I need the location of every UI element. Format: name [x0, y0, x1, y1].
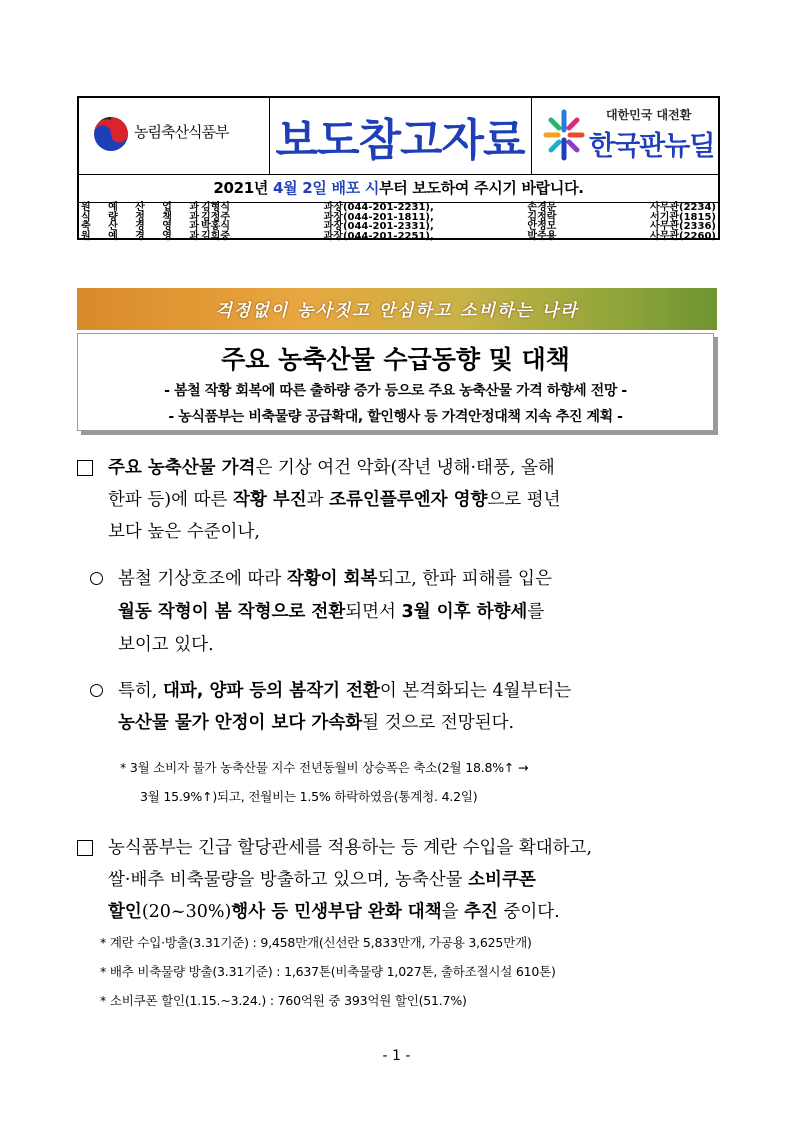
contact-dept: 원 예 산 업 과 — [81, 202, 199, 213]
footnote-line-1: * 3월 소비자 물가 농축산물 지수 전년동월비 상승폭은 축소(2월 18.8%↑ → — [120, 760, 529, 775]
headline-subtitle-2: - 농식품부는 비축물량 공급확대, 할인행사 등 가격안정대책 지속 추진 계획 - — [168, 409, 623, 425]
footnote-cabbage: * 배추 비축물량 방출(3.31기준) : 1,637톤(비축물량 1,027톤, 출하조절시설 610톤) — [100, 964, 556, 979]
paragraph-1-line-2: 한파 등)에 따른 작황 부진과 조류인플루엔자 영향으로 평년 — [108, 490, 561, 510]
circle-bullet-icon — [90, 572, 103, 585]
new-deal-logo-cell — [531, 98, 720, 174]
release-pre: 2021년 — [213, 179, 274, 197]
square-bullet-icon — [77, 460, 93, 476]
contact-row — [79, 232, 718, 242]
ministry-emblem-icon — [91, 114, 131, 154]
paragraph-3-line-1: 특히, 대파, 양파 등의 봄작기 전환이 본격화되는 4월부터는 — [118, 681, 572, 701]
paragraph-4-line-3: 할인(20~30%)행사 등 민생부담 완화 대책을 추진 중이다. — [108, 902, 560, 922]
new-deal-title: 한국판뉴딜 — [589, 131, 715, 162]
paragraph-1-line-3: 보다 높은 수준이나, — [108, 522, 260, 542]
paragraph-2-line-2: 월동 작형이 봄 작형으로 전환되면서 3월 이후 하향세를 — [118, 602, 545, 622]
page-number: - 1 - — [382, 1048, 411, 1064]
slogan-banner — [77, 288, 717, 330]
headline-box — [77, 333, 714, 431]
contact-list — [79, 203, 718, 241]
ministry-name: 농림축산식품부 — [134, 123, 229, 141]
doc-type-cell — [269, 98, 532, 174]
new-deal-slogan: 대한민국 대전환 — [606, 108, 692, 122]
contact-info: 김희중 과장(044-201-2251), 박주용 사무관(2260) — [201, 230, 716, 242]
circle-bullet-icon — [90, 684, 103, 697]
contact-info: 박홍식 과장(044-201-2331), 안정모 사무관(2336) — [201, 221, 716, 233]
ministry-logo-cell — [79, 98, 270, 174]
footnote-egg: * 계란 수입·방출(3.31기준) : 9,458만개(신선란 5,833만개, 가공용 3,625만개) — [100, 935, 532, 950]
paragraph-2-line-1: 봄철 기상호조에 따라 작황이 회복되고, 한파 피해를 입은 — [118, 569, 552, 589]
paragraph-3-line-2: 농산물 물가 안정이 보다 가속화될 것으로 전망된다. — [118, 713, 515, 733]
release-date: 4월 2일 배포 시 — [273, 179, 380, 197]
release-notice — [79, 174, 718, 203]
contact-dept: 식 량 정 책 과 — [81, 211, 199, 223]
doc-type-title: 보도참고자료 — [275, 115, 525, 166]
new-deal-star-icon — [543, 108, 585, 162]
paragraph-2-line-3: 보이고 있다. — [118, 635, 214, 655]
paragraph-4-line-2: 쌀·배추 비축물량을 방출하고 있으며, 농축산물 소비쿠폰 — [108, 870, 536, 890]
paragraph-1-line-1: 주요 농축산물 가격은 기상 여건 악화(작년 냉해·태풍, 올해 — [108, 458, 555, 478]
footnote-line-2: 3월 15.9%↑)되고, 전월비는 1.5% 하락하였음(통계청. 4.2일) — [140, 789, 478, 804]
paragraph-4-line-1: 농식품부는 긴급 할당관세를 적용하는 등 계란 수입을 확대하고, — [108, 838, 593, 858]
footnote-coupon: * 소비쿠폰 할인(1.15.~3.24.) : 760억원 중 393억원 할인(51.7%) — [100, 993, 467, 1008]
contact-info: 김정주 과장(044-201-1811), 김정락 서기관(1815) — [201, 211, 716, 223]
release-post: 부터 보도하여 주시기 바랍니다. — [379, 179, 584, 197]
square-bullet-icon — [77, 840, 93, 856]
contact-dept: 원 예 경 영 과 — [81, 230, 199, 242]
headline-subtitle-1: - 봄철 작황 회복에 따른 출하량 증가 등으로 주요 농축산물 가격 하향세 전망 - — [164, 383, 627, 399]
header-top-row — [79, 98, 718, 175]
headline-title: 주요 농축산물 수급동향 및 대책 — [221, 345, 570, 374]
banner-slogan: 걱정없이 농사짓고 안심하고 소비하는 나라 — [215, 301, 579, 321]
header-table — [77, 96, 720, 240]
contact-info: 김형식 과장(044-201-2231), 손경문 사무관(2234) — [201, 202, 716, 213]
contact-dept: 축 산 경 영 과 — [81, 221, 199, 233]
